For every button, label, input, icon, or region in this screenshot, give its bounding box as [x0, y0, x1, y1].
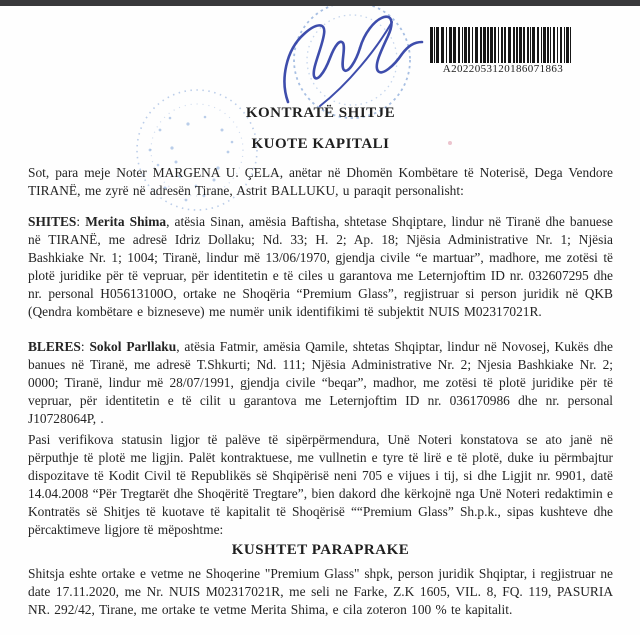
- barcode: [430, 27, 576, 75]
- paragraph-preliminary: Shitsja eshte ortake e vetme ne Shoqerine "Premium Glass" shpk, person juridik Shqiptar, i regjistruar ne date 17.11.2020, me Nr. NUIS M02317021R, me seli ne Farke, Z.K 1605, VIL. 8, FQ. 119, PASURIA NR. 292/42, Tirane, me ortake te vetme Merita Shima, e cila zoteron 100 % te kapitalit.: [28, 566, 613, 617]
- scan-edge-bar: [0, 0, 640, 6]
- paragraph-intro: Sot, para meje Noter MARGENA U. ÇELA, anëtar në Dhomën Kombëtare të Noterisë, Dega Vendore TIRANË, me zyrë në adresën Tirane, Astrit BALLUKU, u paraqit personalisht:: [28, 165, 613, 198]
- barcode-number: A2022053120186071863: [442, 63, 564, 75]
- document-body: [28, 96, 613, 619]
- document-subtitle: KUOTE KAPITALI: [251, 136, 390, 152]
- document-title: KONTRATË SHITJE: [245, 105, 396, 121]
- section-heading: KUSHTET PARAPRAKE: [231, 542, 410, 558]
- paragraph-verification: Pasi verifikova statusin ligjor të palëve të sipërpërmendura, Unë Noteri konstatova se ato janë në përputhje të plotë me ligjin. Palët kontraktuese, me vullnetin e tyre të lirë e të plotë, duke iu përmbajtur dispozitave të Kodit Civil të Republikës së Shqipërisë neni 705 e vijues i tij, si dhe Ligjit nr. 9901, datë 14.04.2008 “Për Tregtarët dhe Shoqëritë Tregtare”, bien dakord dhe kërkojnë nga Unë Noteri redaktimin e Kontratës së Shitjes të kuotave të kapitalit të Shoqërisë ““Premium Glass” Sh.p.k., sipas kushteve dhe përcaktimeve ligjore të mëposhtme:: [28, 432, 613, 537]
- paragraph-buyer: BLERES: Sokol Parllaku, atësia Fatmir, amësia Qamile, shtetas Shqiptar, lindur në Novosej, Kukës dhe banues në Tiranë, me adresë T.Shkurti; Nd. 111; Njësia Administrative Nr. 2; Njesia Bashkiake Nr. 2; 0000; Tiranë, lindur më 28/07/1991, gjendja civile “beqar”, madhor, me zotësi të plotë juridike për të vepruar, për identitetin e të cilit u garantova me Leternjoftim ID nr. 036170986 dhe nr. personal J10728064P, .: [28, 339, 613, 426]
- paragraph-seller: SHITES: Merita Shima, atësia Sinan, amësia Baftisha, shtetase Shqiptare, lindur në Tiranë dhe banuese në TIRANË, me adresë Idriz Dollaku; Nd. 33; H. 2; Ap. 18; Njësia Administrative Nr. 1; Njësia Bashkiake Nr. 1; 1004; Tiranë, lindur më 13/06/1970, gjendja civile “e martuar”, madhore, me zotësi të plotë juridike për të vepruar, për identitetin e të ciles u garantova me Leternjoftim ID nr. 032607295 dhe nr. personal H05613100O, ortake ne Shoqëria “Premium Glass”, regjistruar si person juridik në QKB (Qendra kombëtare e bizneseve) me numër unik identifikimi të subjektit NUIS M02317021R.: [28, 214, 614, 319]
- barcode-bars: [430, 27, 576, 63]
